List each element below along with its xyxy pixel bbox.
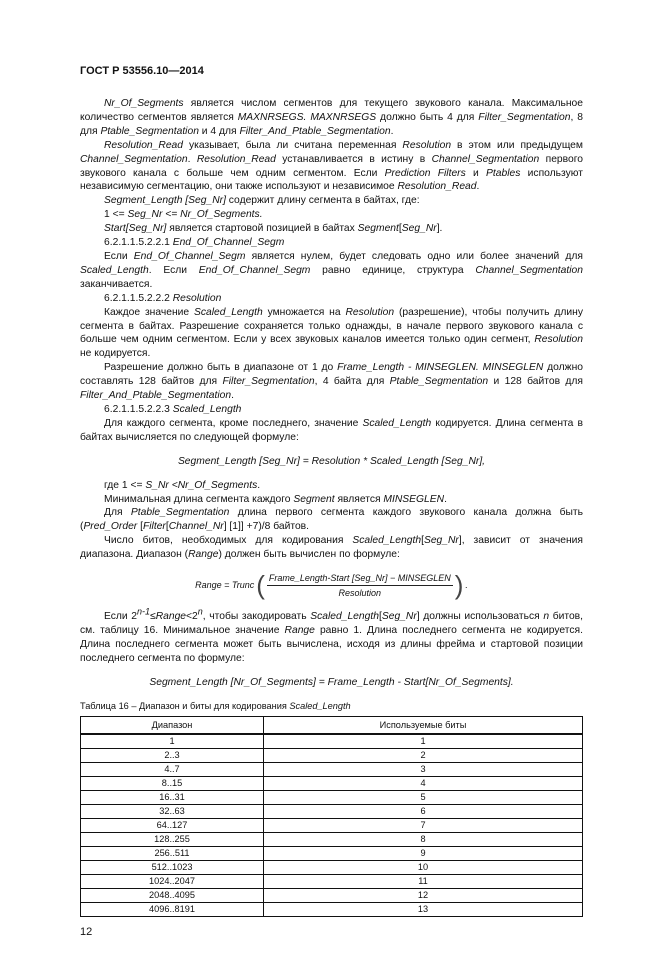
paragraph: [80, 403, 583, 417]
cell-bits: 3: [264, 762, 583, 776]
text-run: 6.2.1.1.5.2.2.1: [104, 237, 173, 249]
paragraph: [80, 194, 583, 208]
formula-range: [80, 570, 583, 600]
text-block-1: [80, 97, 583, 445]
text-run: Scaled_Length: [80, 264, 149, 276]
cell-bits: 2: [264, 748, 583, 762]
text-run: Channel_Segmentation: [475, 264, 583, 276]
cell-bits: 8: [264, 832, 583, 846]
text-run: MAXNRSEGS. MAXNRSEGS: [237, 111, 377, 123]
paragraph: [80, 250, 583, 292]
formula-range-lhs: Range = Trunc: [195, 580, 255, 591]
text-run: Channel_Nr: [168, 521, 224, 533]
cell-range: 2048..4095: [81, 888, 264, 902]
text-run: Segment_Length [Seg_Nr]: [104, 195, 226, 207]
text-run: End_Of_Channel_Segm: [172, 237, 285, 249]
text-run: Segment: [293, 493, 335, 505]
text-run: <2: [186, 611, 198, 623]
text-run: Scaled_Length: [193, 306, 263, 318]
text-run: .: [444, 493, 447, 505]
text-run: [: [165, 521, 169, 533]
text-run: Минимальная длина сегмента каждого: [104, 493, 294, 505]
text-run: является числом сегментов для текущего звукового канала. Максимальное количество сегментов является: [80, 98, 583, 123]
text-run: указывает, была ли считана переменная: [183, 139, 403, 151]
paragraph: [80, 306, 583, 362]
text-run: используют независимую сегментацию, они также используют и независимое: [80, 167, 583, 193]
text-run: Scaled_Length: [352, 535, 422, 547]
text-run: является: [334, 493, 384, 505]
cell-range: 32..63: [81, 804, 264, 818]
table-row: [81, 902, 583, 916]
text-run: является нулем, будет следовать одно или более значений для: [245, 250, 583, 262]
text-run: 6.2.1.1.5.2.2.2: [104, 292, 173, 304]
text-run: Scaled_Length: [362, 417, 432, 429]
fraction-numerator: Frame_Length-Start [Seg_Nr] − MINSEGLEN: [267, 573, 453, 586]
text-run: Filter_Segmentation: [222, 376, 315, 388]
document-header: ГОСТ Р 53556.10—2014: [80, 65, 204, 77]
text-run: и: [465, 167, 487, 179]
paragraph: [80, 534, 583, 562]
text-run: [: [421, 535, 424, 547]
text-run: (разрешение), чтобы получить длину сегмента в байтах. Разрешение сохраняется только однажды, в начале первого звукового канала с больше чем одним сегментом. Если у всех звуковых каналов имеется только один сегмент,: [80, 306, 583, 346]
text-run: Prediction Filters: [384, 167, 466, 179]
text-run: равно единице, структура: [310, 264, 476, 276]
text-run: .: [390, 125, 394, 137]
table-row: [81, 888, 583, 902]
text-run: Filter_Segmentation: [478, 111, 571, 123]
col-header-range: Диапазон: [81, 716, 264, 734]
text-run: [: [378, 611, 382, 623]
cell-bits: 13: [264, 902, 583, 916]
text-run: Для: [104, 507, 131, 519]
text-run: [: [137, 521, 143, 533]
cell-bits: 4: [264, 776, 583, 790]
text-run: Ptables: [486, 167, 521, 179]
table-row: [81, 804, 583, 818]
text-run: 1 <=: [104, 209, 128, 221]
text-run: , 4 байта для: [314, 376, 390, 388]
text-run: Resolution: [345, 306, 395, 318]
text-run: Seg_Nr: [423, 535, 459, 547]
cell-range: 256..511: [81, 846, 264, 860]
text-run: n: [197, 606, 203, 617]
formula-last-segment: Segment_Length [Nr_Of_Segments] = Frame_Length - Start[Nr_Of_Segments].: [149, 676, 514, 688]
text-run: не кодируется.: [80, 348, 151, 360]
text-run: Разрешение должно быть в диапазоне от 1 до: [104, 362, 338, 374]
text-run: Resolution_Read: [104, 139, 183, 151]
paren-right: ): [454, 570, 464, 601]
table-row: [81, 734, 583, 749]
text-run: Resolution: [172, 292, 222, 304]
text-run: Scaled_Length: [310, 611, 379, 623]
cell-range: 128..255: [81, 832, 264, 846]
cell-bits: 9: [264, 846, 583, 860]
text-run: Range: [155, 611, 187, 623]
text-run: Если: [104, 250, 134, 262]
caption-italic: Scaled_Length: [289, 700, 351, 711]
text-run: ) должен быть вычислен по формуле:: [218, 549, 400, 561]
text-run: ≤: [150, 611, 156, 623]
text-run: Число битов, необходимых для кодирования: [104, 535, 353, 547]
text-run: Если 2: [104, 611, 138, 623]
text-run: Каждое значение: [104, 306, 194, 318]
fraction: [267, 573, 453, 598]
fraction-denominator: Resolution: [338, 587, 382, 598]
paragraph: [80, 222, 583, 236]
text-run: и 128 байтов для: [488, 376, 583, 388]
text-run: Start[Seg_Nr]: [104, 223, 167, 235]
text-run: Resolution: [534, 334, 583, 346]
cell-range: 1: [81, 734, 264, 749]
cell-bits: 11: [264, 874, 583, 888]
text-run: Ptable_Segmentation: [389, 376, 489, 388]
text-run: Seg_Nr: [401, 223, 437, 235]
paragraph: [80, 97, 583, 139]
text-run: Resolution: [402, 139, 452, 151]
range-bits-table: [80, 716, 583, 917]
text-run: равно 1. Длина последнего сегмента не кодируется. Длина последнего сегмента может быть вычислена, исходя из длины фрейма и стартовой позиции последнего сегмента по формуле:: [80, 625, 583, 664]
cell-bits: 7: [264, 818, 583, 832]
table-row: [81, 790, 583, 804]
text-run: Range: [284, 625, 315, 636]
page-number: 12: [80, 925, 93, 938]
text-run: n: [543, 611, 550, 623]
text-run: первого звукового канала с больше чем одним сегментом. Если: [80, 153, 583, 179]
text-run: .: [231, 390, 234, 402]
text-run: содержит длину сегмента в байтах, где:: [225, 195, 420, 207]
cell-range: 512..1023: [81, 860, 264, 874]
text-run: End_Of_Channel_Segm: [133, 250, 246, 262]
cell-bits: 12: [264, 888, 583, 902]
text-run: . Если: [148, 264, 199, 276]
text-run: Channel_Segmentation: [80, 153, 188, 165]
text-run: и 4 для: [198, 125, 240, 137]
cell-range: 4..7: [81, 762, 264, 776]
paragraph: [80, 208, 583, 222]
cell-bits: 5: [264, 790, 583, 804]
text-run: S_Nr <Nr_Of_Segments: [145, 479, 258, 491]
text-run: Resolution_Read: [196, 153, 276, 165]
text-run: Channel_Segmentation: [431, 153, 540, 165]
table-row: [81, 846, 583, 860]
cell-range: 4096..8191: [81, 902, 264, 916]
text-run: Для каждого сегмента, кроме последнего, значение: [104, 417, 363, 429]
paragraph: [80, 139, 583, 195]
paragraph: [80, 361, 583, 403]
text-run: Seg_Nr <= Nr_Of_Segments.: [127, 209, 263, 221]
text-run: ] должны использоваться: [416, 611, 544, 623]
text-run: Filter_And_Ptable_Segmentation: [239, 125, 391, 137]
text-run: Frame_Length - MINSEGLEN. MINSEGLEN: [337, 362, 544, 374]
paragraph: [80, 506, 583, 534]
cell-range: 64..127: [81, 818, 264, 832]
cell-range: 1024..2047: [81, 874, 264, 888]
paragraph: [80, 479, 583, 493]
text-run: должно составлять 128 байтов для: [80, 362, 583, 388]
text-run: .: [187, 153, 197, 165]
cell-range: 16..31: [81, 790, 264, 804]
text-run: длина первого сегмента каждого звукового канала должна быть (: [80, 507, 584, 533]
paragraph: [80, 417, 583, 445]
text-run: Resolution_Read: [397, 181, 477, 193]
text-run: [: [398, 223, 402, 235]
table-row: [81, 762, 583, 776]
text-run: MINSEGLEN: [383, 493, 445, 505]
paragraph: [80, 606, 584, 666]
text-run: Pred_Order: [83, 521, 138, 533]
text-run: умножается на: [262, 306, 346, 318]
text-run: ] [1]] +7)/8 байтов.: [223, 521, 310, 533]
formula-segment-length: Segment_Length [Seg_Nr] = Resolution * Scaled_Length [Seg_Nr],: [177, 455, 486, 467]
text-run: битов, см. таблицу 16. Минимальное значение: [80, 611, 584, 636]
paren-left: (: [256, 570, 265, 601]
cell-range: 8..15: [81, 776, 264, 790]
paragraph: [80, 236, 583, 250]
paragraph: [80, 493, 583, 507]
text-run: кодируется. Длина сегмента в байтах вычисляется по следующей формуле:: [80, 417, 584, 443]
text-run: Ptable_Segmentation: [100, 125, 199, 137]
cell-range: 2..3: [81, 748, 264, 762]
text-run: 6.2.1.1.5.2.2.3: [104, 403, 173, 415]
cell-bits: 10: [264, 860, 583, 874]
text-run: .: [476, 181, 480, 193]
col-header-bits: Используемые биты: [264, 716, 583, 734]
text-run: Scaled_Length: [172, 403, 242, 415]
text-run: устанавливается в истину в: [275, 153, 432, 165]
text-run: является стартовой позицией в байтах: [166, 223, 358, 235]
table-row: [81, 874, 583, 888]
text-run: в этом или предыдущем: [451, 139, 583, 151]
cell-bits: 6: [264, 804, 583, 818]
table-row: [81, 776, 583, 790]
text-run: где 1 <=: [104, 479, 146, 491]
text-run: должно быть 4 для: [376, 111, 479, 123]
text-run: ].: [436, 223, 443, 235]
text-run: n-1: [137, 606, 151, 617]
caption-text: Таблица 16 – Диапазон и биты для кодирования: [80, 700, 290, 711]
formula-range-end: .: [465, 580, 468, 591]
table-row: [81, 748, 583, 762]
text-block-2: [80, 479, 583, 562]
text-run: Nr_Of_Segments: [104, 98, 184, 109]
text-run: Segment: [357, 223, 399, 235]
paragraph: [80, 292, 583, 306]
text-block-3: [80, 606, 584, 666]
text-run: Filter: [142, 521, 166, 533]
text-run: , 8 для: [80, 111, 583, 137]
table-row: [81, 860, 583, 874]
text-run: , чтобы закодировать: [202, 611, 311, 623]
table-caption: [80, 700, 583, 712]
text-run: Filter_And_Ptable_Segmentation: [80, 390, 232, 402]
text-run: Ptable_Segmentation: [130, 507, 230, 519]
cell-bits: 1: [264, 734, 583, 749]
text-run: .: [257, 479, 261, 491]
text-run: Seg_Nr: [381, 611, 417, 623]
text-run: заканчивается.: [80, 278, 153, 290]
text-run: ], зависит от значения диапазона. Диапазон (: [80, 535, 583, 561]
table-row: [81, 818, 583, 832]
text-run: Range: [188, 549, 219, 561]
text-run: End_Of_Channel_Segm: [198, 264, 311, 276]
table-row: [81, 832, 583, 846]
